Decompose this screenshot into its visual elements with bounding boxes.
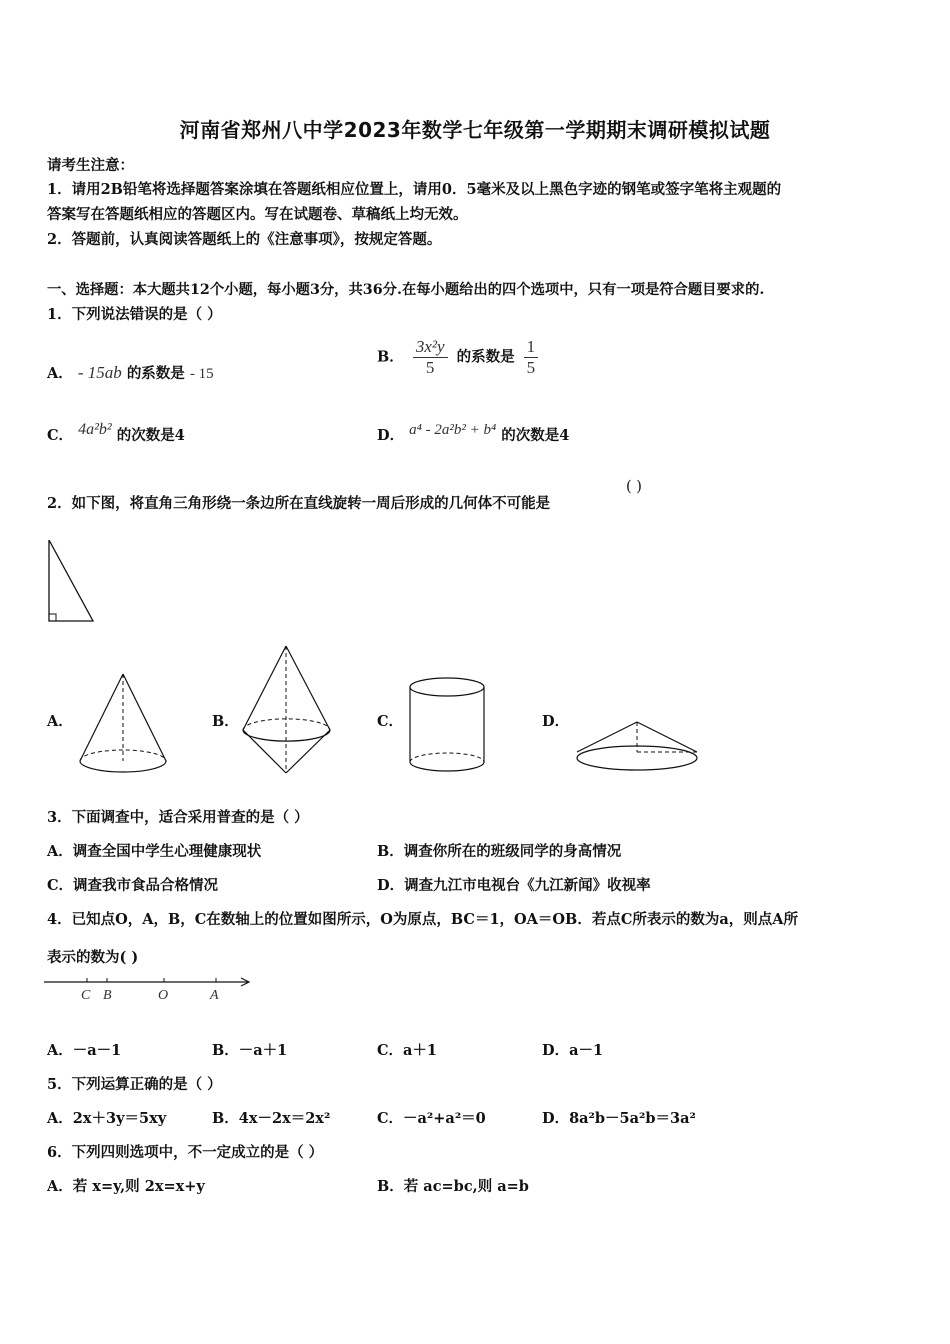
axis-label-a: A xyxy=(210,988,219,1003)
q1-option-d xyxy=(377,424,569,445)
q1-a-value: - 15 xyxy=(189,366,214,382)
q4-option-c: C．a＋1 xyxy=(377,1042,438,1059)
q6-stem: 6．下列四则选项中，不一定成立的是（ ） xyxy=(47,1144,324,1161)
q5-option-a: A．2x＋3y＝5xy xyxy=(47,1110,167,1127)
q1-option-a xyxy=(47,362,214,383)
q1-b-numerator: 3x²y xyxy=(413,337,448,358)
page-title: 河南省郑州八中学2023年数学七年级第一学期期末调研模拟试题 xyxy=(179,118,771,142)
notice-line-2: 答案写在答题纸相应的答题区内。写在试题卷、草稿纸上均无效。 xyxy=(47,206,468,223)
axis-label-b: B xyxy=(103,988,112,1003)
q1-d-expr: a⁴ - 2a²b² + b⁴ xyxy=(409,422,497,438)
q4-option-b: B．－a＋1 xyxy=(212,1042,288,1059)
q2-option-d-label: D． xyxy=(542,713,570,730)
q5-stem: 5．下列运算正确的是（ ） xyxy=(47,1076,222,1093)
q5-option-c: C．－a²+a²＝0 xyxy=(377,1110,486,1127)
q3-stem: 3．下面调查中，适合采用普查的是（ ） xyxy=(47,809,309,826)
q2-option-b-label: B． xyxy=(212,713,239,730)
q1-b-denominator: 5 xyxy=(425,358,435,377)
notice-line-1: 1．请用2B铅笔将选择题答案涂填在答题纸相应位置上，请用0．5毫米及以上黑色字迹的钢笔或签字笔将主观题的 xyxy=(47,181,782,198)
q4-option-a: A．－a－1 xyxy=(47,1042,122,1059)
q4-stem-line-1: 4．已知点O，A，B，C在数轴上的位置如图所示，O为原点，BC＝1，OA＝OB．若点C所表示的数为a，则点A所 xyxy=(47,911,799,928)
q3-option-a: A．调查全国中学生心理健康现状 xyxy=(47,843,262,860)
q2-option-a-label: A． xyxy=(47,713,73,730)
axis-label-c: C xyxy=(81,988,91,1003)
q6-option-b: B．若 ac=bc,则 a=b xyxy=(377,1178,529,1195)
axis-label-o: O xyxy=(158,988,169,1003)
section-heading: 一、选择题：本大题共12个小题，每小题3分，共36分.在每小题给出的四个选项中，只有一项是符合题目要求的. xyxy=(47,282,765,298)
q1-a-expr: - 15ab xyxy=(77,363,122,382)
q5-option-b: B．4x－2x＝2x² xyxy=(212,1110,331,1127)
q1-d-label: D． xyxy=(377,427,405,444)
cone-figure xyxy=(76,670,170,776)
q2-stem: 2．如下图，将直角三角形绕一条边所在直线旋转一周后形成的几何体不可能是 xyxy=(47,495,551,512)
q2-answer-paren: ( ) xyxy=(626,479,642,495)
q1-b-value-denominator: 5 xyxy=(526,358,536,377)
q1-a-text: 的系数是 xyxy=(126,365,185,382)
q2-option-c-label: C． xyxy=(377,713,404,730)
cylinder-figure xyxy=(406,676,488,776)
double-cone-figure xyxy=(238,643,338,777)
notice-line-3: 2．答题前，认真阅读答题纸上的《注意事项》，按规定答题。 xyxy=(47,231,442,248)
q3-option-d: D．调查九江市电视台《九江新闻》收视率 xyxy=(377,877,651,894)
q1-c-expr: 4a²b² xyxy=(78,421,112,438)
notice-heading: 请考生注意： xyxy=(47,157,134,174)
q3-option-b: B．调查你所在的班级同学的身高情况 xyxy=(377,843,622,860)
q1-b-value-numerator: 1 xyxy=(524,337,539,358)
q1-stem: 1．下列说法错误的是（ ） xyxy=(47,306,222,323)
q1-d-text: 的次数是4 xyxy=(501,427,570,444)
q1-b-value-fraction xyxy=(524,337,539,378)
q1-b-fraction xyxy=(413,337,448,378)
q4-option-d: D．a－1 xyxy=(542,1042,604,1059)
q3-option-c: C．调查我市食品合格情况 xyxy=(47,877,219,894)
flat-cone-figure xyxy=(574,719,702,777)
q1-option-b xyxy=(377,337,542,378)
q1-b-label: B． xyxy=(377,348,404,366)
q4-stem-line-2: 表示的数为( ) xyxy=(47,949,139,966)
q1-c-text: 的次数是4 xyxy=(116,427,185,444)
number-line-figure xyxy=(44,972,256,1006)
right-triangle-figure xyxy=(44,536,98,626)
q1-a-label: A． xyxy=(47,365,73,382)
q1-option-c xyxy=(47,421,185,445)
q6-option-a: A．若 x=y,则 2x=x+y xyxy=(47,1178,205,1195)
q1-b-text: 的系数是 xyxy=(456,348,515,366)
q1-c-label: C． xyxy=(47,427,74,444)
q5-option-d: D．8a²b－5a²b＝3a² xyxy=(542,1110,696,1127)
